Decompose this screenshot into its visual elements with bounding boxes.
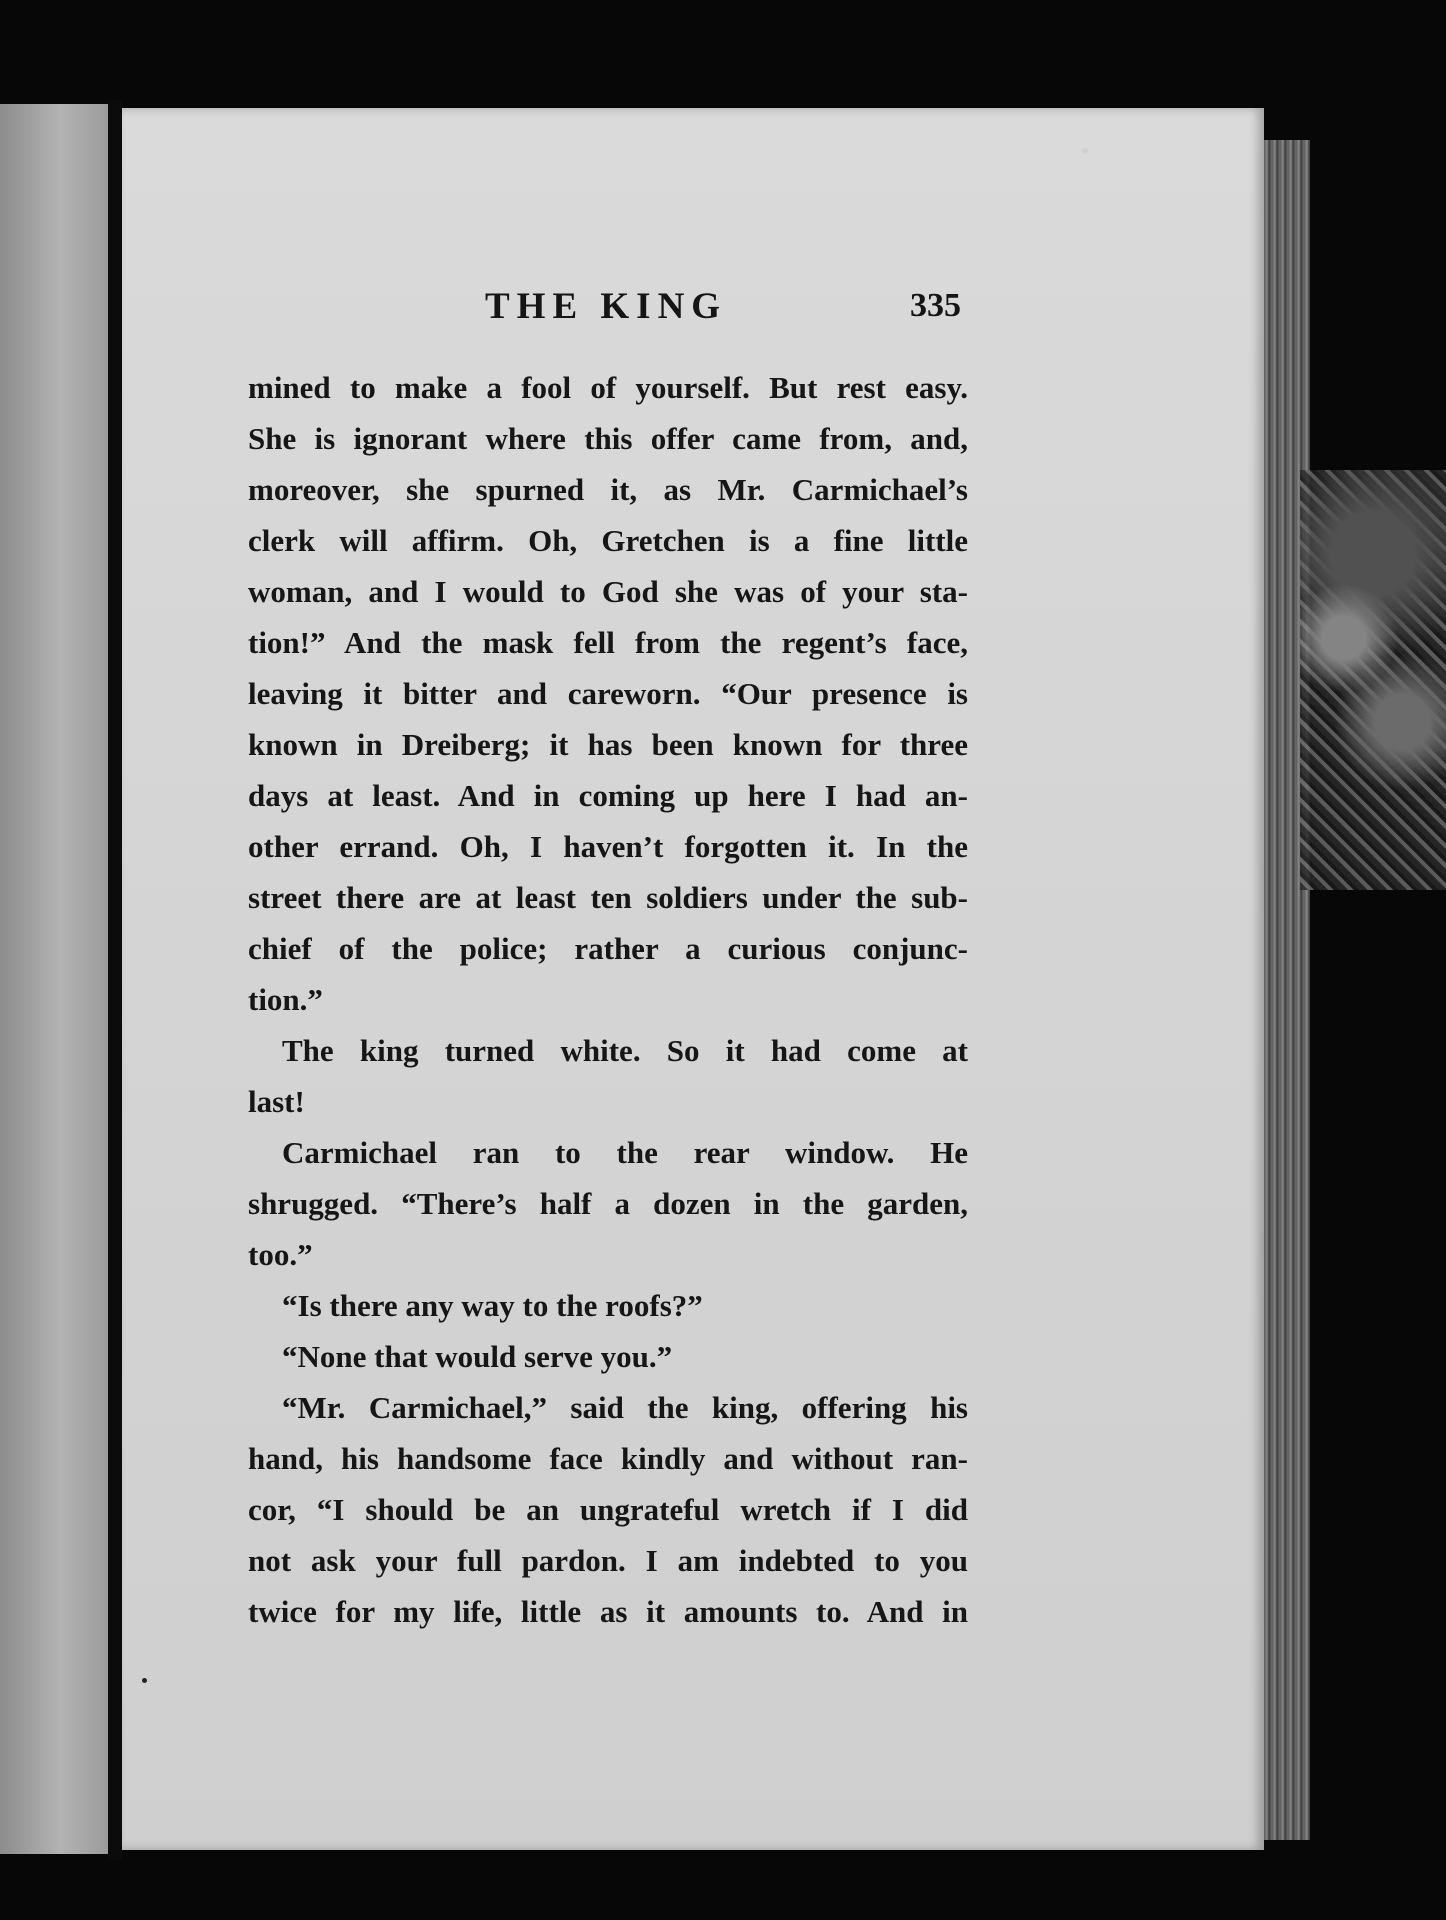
text-line: known in Dreiberg; it has been known for three	[248, 727, 968, 762]
text-line: days at least. And in coming up here I had an-	[248, 778, 968, 813]
text-line: She is ignorant where this offer came from, and,	[248, 421, 968, 456]
text-line: tion!” And the mask fell from the regent’s face,	[248, 625, 968, 660]
text-line: not ask your full pardon. I am indebted to you	[248, 1543, 968, 1578]
gutter	[108, 100, 122, 1860]
running-head	[0, 285, 1446, 335]
text-line: last!	[248, 1084, 305, 1119]
text-line: other errand. Oh, I haven’t forgotten it. In the	[248, 829, 968, 864]
text-line: hand, his handsome face kindly and without ran-	[248, 1441, 968, 1476]
text-line: shrugged. “There’s half a dozen in the garden,	[248, 1186, 968, 1221]
page-number: 335	[910, 287, 961, 324]
text-line: The king turned white. So it had come at	[282, 1033, 968, 1068]
book-fore-edge	[1264, 140, 1310, 1840]
text-line: “Mr. Carmichael,” said the king, offering his	[282, 1390, 968, 1425]
text-line: leaving it bitter and careworn. “Our presence is	[248, 676, 968, 711]
text-line: too.”	[248, 1237, 313, 1272]
page-speck	[142, 1678, 147, 1683]
text-line: woman, and I would to God she was of your sta-	[248, 574, 968, 609]
text-line: street there are at least ten soldiers under the sub-	[248, 880, 968, 915]
text-line: cor, “I should be an ungrateful wretch if I did	[248, 1492, 968, 1527]
text-line: Carmichael ran to the rear window. He	[282, 1135, 968, 1170]
running-head-title: THE KING	[485, 286, 728, 327]
text-line: “None that would serve you.”	[282, 1339, 673, 1374]
body-text	[248, 362, 968, 1637]
text-line: chief of the police; rather a curious conjunc-	[248, 931, 968, 966]
text-line: tion.”	[248, 982, 323, 1017]
text-line: clerk will affirm. Oh, Gretchen is a fine little	[248, 523, 968, 558]
text-line: “Is there any way to the roofs?”	[282, 1288, 703, 1323]
background-cloth	[1300, 470, 1446, 890]
page-speck	[1082, 148, 1088, 154]
previous-page-edge	[0, 104, 110, 1854]
text-line: mined to make a fool of yourself. But rest easy.	[248, 370, 968, 405]
text-line: moreover, she spurned it, as Mr. Carmichael’s	[248, 472, 968, 507]
text-line: twice for my life, little as it amounts to. And in	[248, 1594, 968, 1629]
